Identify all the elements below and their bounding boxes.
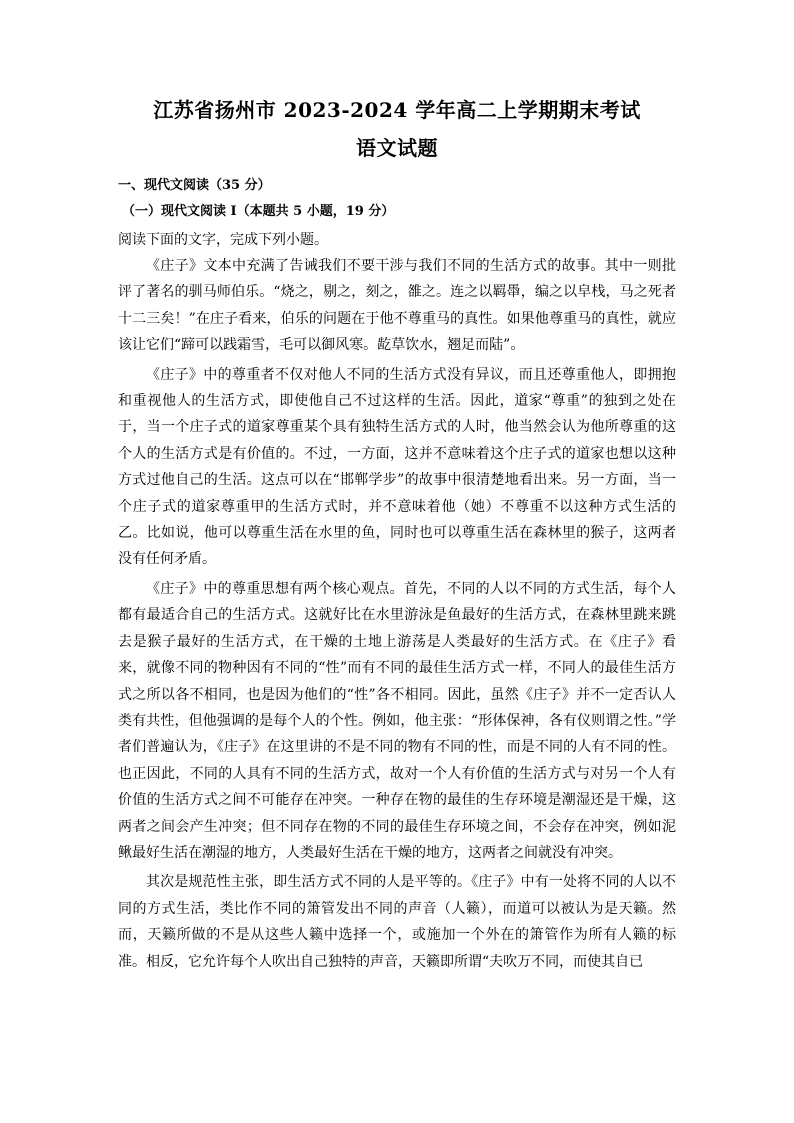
document-title: 江苏省扬州市 2023-2024 学年高二上学期期末考试: [153, 98, 641, 122]
document-page: [118, 96, 676, 975]
paragraph-3: 《庄子》中的尊重思想有两个核心观点。首先，不同的人以不同的方式生活，每个人都有最适合自己的生活方式。这就好比在水里游泳是鱼最好的生活方式，在森林里跳来跳去是猴子最好的生活方式，在干燥的土地上游荡是人类最好的生活方式。在《庄子》看来，就像不同的物种因有不同的“性”而有不同的最佳生活方式一样，不同人的最佳生活方式之所以各不相同，也是因为他们的“性”各不相同。因此，虽然《庄子》并不一定否认人类有共性，但他强调的是每个人的个性。例如，他主张：“形体保神，各有仪则谓之性。”学者们普遍认为，《庄子》在这里讲的不是不同的物有不同的性，而是不同的人有不同的性。也正因此，不同的人具有不同的生活方式，故对一个人有价值的生活方式与对另一个人有价值的生活方式之间不可能存在冲突。一种存在物的最佳的生存环境是潮湿还是干燥，这两者之间会产生冲突；但不同存在物的不同的最佳生存环境之间，不会存在冲突，例如泥鳅最好生活在潮湿的地方，人类最好生活在干燥的地方，这两者之间就没有冲突。: [118, 580, 676, 861]
paragraph-2: 《庄子》中的尊重者不仅对他人不同的生活方式没有异议，而且还尊重他人，即拥抱和重视他人的生活方式，即使他自己不过这样的生活。因此，道家“尊重”的独到之处在于，当一个庄子式的道家尊重某个具有独特生活方式的人时，他当然会认为他所尊重的这个人的生活方式是有价值的。不过，一方面，这并不意味着这个庄子式的道家也想以这种方式过他自己的生活。这点可以在“邯郸学步”的故事中很清楚地看出来。另一方面，当一个庄子式的道家尊重甲的生活方式时，并不意味着他（她）不尊重不以这种方式生活的乙。比如说，他可以尊重生活在水里的鱼，同时也可以尊重生活在森林里的猴子，这两者没有任何矛盾。: [118, 366, 676, 568]
paragraph-4: 其次是规范性主张，即生活方式不同的人是平等的。《庄子》中有一处将不同的人以不同的方式生活，类比作不同的箫管发出不同的声音（人籁），而道可以被认为是天籁。然而，天籁所做的不是从这些人籁中选择一个，或施加一个外在的箫管作为所有人籁的标准。相反，它允许每个人吹出自己独特的声音，天籁即所谓“夫吹万不同，而使其自已: [118, 874, 676, 970]
section-heading: 一、现代文阅读（35 分）: [118, 178, 271, 193]
paragraph-1: 《庄子》文本中充满了告诫我们不要干涉与我们不同的生活方式的故事。其中一则批评了著名的驯马师伯乐。“烧之，剔之，刻之，雒之。连之以羁馽，编之以皁栈，马之死者十二三矣！”在庄子看来，伯乐的问题在于他不尊重马的真性。如果他尊重马的真性，就应该让它们“蹄可以践霜雪，毛可以御风寒。龁草饮水，翘足而陆”。: [118, 258, 676, 354]
reading-instruction: 阅读下面的文字，完成下列小题。: [118, 232, 328, 248]
document-subtitle: 语文试题: [356, 136, 438, 160]
subsection-heading: （一）现代文阅读 I（本题共 5 小题，19 分）: [122, 204, 395, 219]
